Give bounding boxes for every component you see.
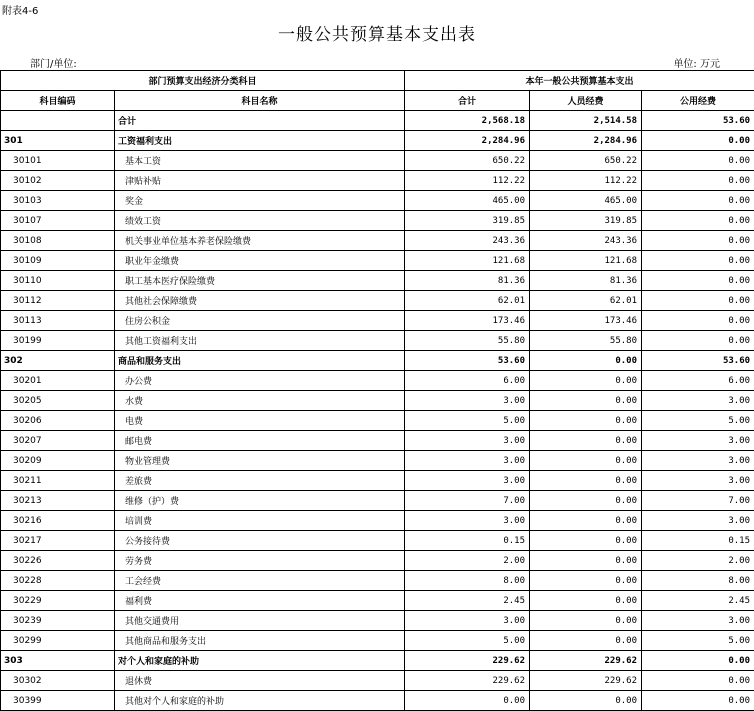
cell-personnel: 465.00 bbox=[530, 191, 642, 211]
cell-total: 650.22 bbox=[405, 151, 530, 171]
table-row bbox=[1, 231, 754, 251]
cell-code: 30207 bbox=[1, 431, 115, 451]
cell-personnel: 0.00 bbox=[530, 471, 642, 491]
table-row bbox=[1, 411, 754, 431]
cell-code: 30113 bbox=[1, 311, 115, 331]
cell-total: 229.62 bbox=[405, 671, 530, 691]
col-header-code: 科目编码 bbox=[1, 91, 115, 111]
table-row bbox=[1, 191, 754, 211]
cell-code: 302 bbox=[1, 351, 115, 371]
cell-personnel: 0.00 bbox=[530, 451, 642, 471]
table-group-row bbox=[1, 351, 754, 371]
cell-total: 55.80 bbox=[405, 331, 530, 351]
cell-name: 基本工资 bbox=[115, 151, 405, 171]
cell-personnel: 243.36 bbox=[530, 231, 642, 251]
cell-code: 303 bbox=[1, 651, 115, 671]
cell-personnel: 0.00 bbox=[530, 691, 642, 711]
appendix-label: 附表4-6 bbox=[2, 2, 38, 17]
table-body bbox=[1, 111, 754, 711]
cell-name: 福利费 bbox=[115, 591, 405, 611]
cell-code: 30109 bbox=[1, 251, 115, 271]
cell-total: 6.00 bbox=[405, 371, 530, 391]
page-title: 一般公共预算基本支出表 bbox=[0, 20, 754, 45]
col-header-name: 科目名称 bbox=[115, 91, 405, 111]
unit-label: 单位: 万元 bbox=[673, 55, 720, 70]
table-row bbox=[1, 631, 754, 651]
cell-code: 30213 bbox=[1, 491, 115, 511]
cell-personnel: 0.00 bbox=[530, 431, 642, 451]
group-header-left: 部门预算支出经济分类科目 bbox=[1, 71, 405, 91]
table-row bbox=[1, 151, 754, 171]
cell-public: 3.00 bbox=[642, 391, 754, 411]
cell-public: 3.00 bbox=[642, 511, 754, 531]
table-row bbox=[1, 591, 754, 611]
table-row bbox=[1, 671, 754, 691]
cell-total: 3.00 bbox=[405, 511, 530, 531]
cell-total: 3.00 bbox=[405, 451, 530, 471]
col-header-public: 公用经费 bbox=[642, 91, 754, 111]
cell-code: 30399 bbox=[1, 691, 115, 711]
cell-public: 0.00 bbox=[642, 231, 754, 251]
cell-total: 2.00 bbox=[405, 551, 530, 571]
cell-personnel: 0.00 bbox=[530, 411, 642, 431]
cell-personnel: 2,514.58 bbox=[530, 111, 642, 131]
group-header-right: 本年一般公共预算基本支出 bbox=[405, 71, 754, 91]
cell-name: 退休费 bbox=[115, 671, 405, 691]
cell-personnel: 112.22 bbox=[530, 171, 642, 191]
cell-personnel: 650.22 bbox=[530, 151, 642, 171]
cell-code: 30108 bbox=[1, 231, 115, 251]
cell-public: 0.00 bbox=[642, 671, 754, 691]
cell-total: 3.00 bbox=[405, 611, 530, 631]
cell-code: 30110 bbox=[1, 271, 115, 291]
cell-code: 30101 bbox=[1, 151, 115, 171]
cell-public: 5.00 bbox=[642, 411, 754, 431]
cell-personnel: 55.80 bbox=[530, 331, 642, 351]
cell-total: 5.00 bbox=[405, 631, 530, 651]
cell-personnel: 0.00 bbox=[530, 511, 642, 531]
table-row bbox=[1, 571, 754, 591]
cell-name: 差旅费 bbox=[115, 471, 405, 491]
table-row bbox=[1, 471, 754, 491]
cell-personnel: 0.00 bbox=[530, 591, 642, 611]
table-row bbox=[1, 311, 754, 331]
cell-public: 2.45 bbox=[642, 591, 754, 611]
cell-code: 30229 bbox=[1, 591, 115, 611]
group-header-row bbox=[1, 71, 754, 91]
table-row bbox=[1, 211, 754, 231]
cell-code: 30102 bbox=[1, 171, 115, 191]
table-row bbox=[1, 511, 754, 531]
cell-total: 2,568.18 bbox=[405, 111, 530, 131]
cell-total: 3.00 bbox=[405, 391, 530, 411]
cell-name: 机关事业单位基本养老保险缴费 bbox=[115, 231, 405, 251]
cell-public: 0.00 bbox=[642, 291, 754, 311]
cell-name: 工资福利支出 bbox=[115, 131, 405, 151]
cell-code: 30211 bbox=[1, 471, 115, 491]
cell-public: 3.00 bbox=[642, 471, 754, 491]
cell-public: 5.00 bbox=[642, 631, 754, 651]
cell-total: 5.00 bbox=[405, 411, 530, 431]
table-row bbox=[1, 251, 754, 271]
cell-total: 62.01 bbox=[405, 291, 530, 311]
cell-total: 53.60 bbox=[405, 351, 530, 371]
cell-code: 30206 bbox=[1, 411, 115, 431]
cell-name: 住房公积金 bbox=[115, 311, 405, 331]
cell-public: 0.00 bbox=[642, 651, 754, 671]
cell-public: 3.00 bbox=[642, 451, 754, 471]
cell-name: 其他社会保障缴费 bbox=[115, 291, 405, 311]
table-row bbox=[1, 371, 754, 391]
table-group-row bbox=[1, 651, 754, 671]
cell-total: 7.00 bbox=[405, 491, 530, 511]
cell-public: 3.00 bbox=[642, 611, 754, 631]
cell-code: 30216 bbox=[1, 511, 115, 531]
cell-public: 8.00 bbox=[642, 571, 754, 591]
cell-name: 公务接待费 bbox=[115, 531, 405, 551]
table-row bbox=[1, 271, 754, 291]
cell-total: 3.00 bbox=[405, 471, 530, 491]
cell-code: 30103 bbox=[1, 191, 115, 211]
table-row bbox=[1, 291, 754, 311]
cell-name: 办公费 bbox=[115, 371, 405, 391]
cell-name: 邮电费 bbox=[115, 431, 405, 451]
cell-code: 30217 bbox=[1, 531, 115, 551]
cell-name: 职工基本医疗保险缴费 bbox=[115, 271, 405, 291]
cell-public: 0.00 bbox=[642, 331, 754, 351]
cell-personnel: 0.00 bbox=[530, 631, 642, 651]
cell-name: 津贴补贴 bbox=[115, 171, 405, 191]
cell-name: 绩效工资 bbox=[115, 211, 405, 231]
col-header-total: 合计 bbox=[405, 91, 530, 111]
cell-public: 3.00 bbox=[642, 431, 754, 451]
cell-name: 电费 bbox=[115, 411, 405, 431]
cell-public: 0.00 bbox=[642, 191, 754, 211]
cell-code: 30199 bbox=[1, 331, 115, 351]
cell-code: 30302 bbox=[1, 671, 115, 691]
cell-public: 0.00 bbox=[642, 171, 754, 191]
cell-personnel: 229.62 bbox=[530, 651, 642, 671]
cell-code: 30228 bbox=[1, 571, 115, 591]
cell-total: 8.00 bbox=[405, 571, 530, 591]
cell-personnel: 81.36 bbox=[530, 271, 642, 291]
cell-total: 2.45 bbox=[405, 591, 530, 611]
table-row bbox=[1, 491, 754, 511]
cell-total: 173.46 bbox=[405, 311, 530, 331]
cell-code: 30299 bbox=[1, 631, 115, 651]
cell-code: 30107 bbox=[1, 211, 115, 231]
cell-code bbox=[1, 111, 115, 131]
cell-name: 合计 bbox=[115, 111, 405, 131]
cell-name: 培训费 bbox=[115, 511, 405, 531]
cell-name: 维修（护）费 bbox=[115, 491, 405, 511]
table-row bbox=[1, 431, 754, 451]
table-row bbox=[1, 451, 754, 471]
cell-personnel: 121.68 bbox=[530, 251, 642, 271]
budget-table bbox=[0, 70, 754, 711]
cell-public: 53.60 bbox=[642, 351, 754, 371]
cell-total: 3.00 bbox=[405, 431, 530, 451]
cell-name: 对个人和家庭的补助 bbox=[115, 651, 405, 671]
table-row bbox=[1, 611, 754, 631]
table-row bbox=[1, 331, 754, 351]
cell-personnel: 62.01 bbox=[530, 291, 642, 311]
cell-personnel: 0.00 bbox=[530, 551, 642, 571]
cell-personnel: 0.00 bbox=[530, 391, 642, 411]
cell-name: 职业年金缴费 bbox=[115, 251, 405, 271]
cell-name: 商品和服务支出 bbox=[115, 351, 405, 371]
cell-public: 0.00 bbox=[642, 691, 754, 711]
cell-personnel: 319.85 bbox=[530, 211, 642, 231]
cell-personnel: 0.00 bbox=[530, 611, 642, 631]
table-row bbox=[1, 171, 754, 191]
table-row bbox=[1, 391, 754, 411]
cell-public: 53.60 bbox=[642, 111, 754, 131]
cell-personnel: 0.00 bbox=[530, 571, 642, 591]
cell-name: 其他工资福利支出 bbox=[115, 331, 405, 351]
cell-code: 30239 bbox=[1, 611, 115, 631]
table-row bbox=[1, 531, 754, 551]
cell-code: 301 bbox=[1, 131, 115, 151]
cell-public: 0.00 bbox=[642, 211, 754, 231]
cell-total: 81.36 bbox=[405, 271, 530, 291]
table-row bbox=[1, 691, 754, 711]
cell-public: 6.00 bbox=[642, 371, 754, 391]
cell-personnel: 229.62 bbox=[530, 671, 642, 691]
cell-public: 0.00 bbox=[642, 251, 754, 271]
cell-total: 0.00 bbox=[405, 691, 530, 711]
cell-total: 0.15 bbox=[405, 531, 530, 551]
cell-personnel: 2,284.96 bbox=[530, 131, 642, 151]
dept-label: 部门/单位: bbox=[30, 55, 77, 70]
column-header-row bbox=[1, 91, 754, 111]
cell-public: 0.00 bbox=[642, 311, 754, 331]
cell-name: 水费 bbox=[115, 391, 405, 411]
table-total-row bbox=[1, 111, 754, 131]
cell-total: 2,284.96 bbox=[405, 131, 530, 151]
cell-code: 30112 bbox=[1, 291, 115, 311]
cell-name: 奖金 bbox=[115, 191, 405, 211]
cell-name: 物业管理费 bbox=[115, 451, 405, 471]
cell-personnel: 0.00 bbox=[530, 491, 642, 511]
cell-name: 其他交通费用 bbox=[115, 611, 405, 631]
cell-total: 229.62 bbox=[405, 651, 530, 671]
cell-total: 121.68 bbox=[405, 251, 530, 271]
cell-public: 0.00 bbox=[642, 131, 754, 151]
cell-code: 30201 bbox=[1, 371, 115, 391]
cell-personnel: 0.00 bbox=[530, 371, 642, 391]
cell-total: 243.36 bbox=[405, 231, 530, 251]
cell-personnel: 0.00 bbox=[530, 531, 642, 551]
cell-name: 工会经费 bbox=[115, 571, 405, 591]
cell-public: 0.00 bbox=[642, 271, 754, 291]
cell-public: 2.00 bbox=[642, 551, 754, 571]
cell-code: 30205 bbox=[1, 391, 115, 411]
cell-name: 其他商品和服务支出 bbox=[115, 631, 405, 651]
table-row bbox=[1, 551, 754, 571]
cell-code: 30209 bbox=[1, 451, 115, 471]
cell-total: 465.00 bbox=[405, 191, 530, 211]
cell-public: 7.00 bbox=[642, 491, 754, 511]
cell-public: 0.00 bbox=[642, 151, 754, 171]
cell-total: 112.22 bbox=[405, 171, 530, 191]
cell-personnel: 173.46 bbox=[530, 311, 642, 331]
cell-public: 0.15 bbox=[642, 531, 754, 551]
table-group-row bbox=[1, 131, 754, 151]
cell-name: 其他对个人和家庭的补助 bbox=[115, 691, 405, 711]
cell-total: 319.85 bbox=[405, 211, 530, 231]
cell-name: 劳务费 bbox=[115, 551, 405, 571]
col-header-personnel: 人员经费 bbox=[530, 91, 642, 111]
cell-personnel: 0.00 bbox=[530, 351, 642, 371]
cell-code: 30226 bbox=[1, 551, 115, 571]
